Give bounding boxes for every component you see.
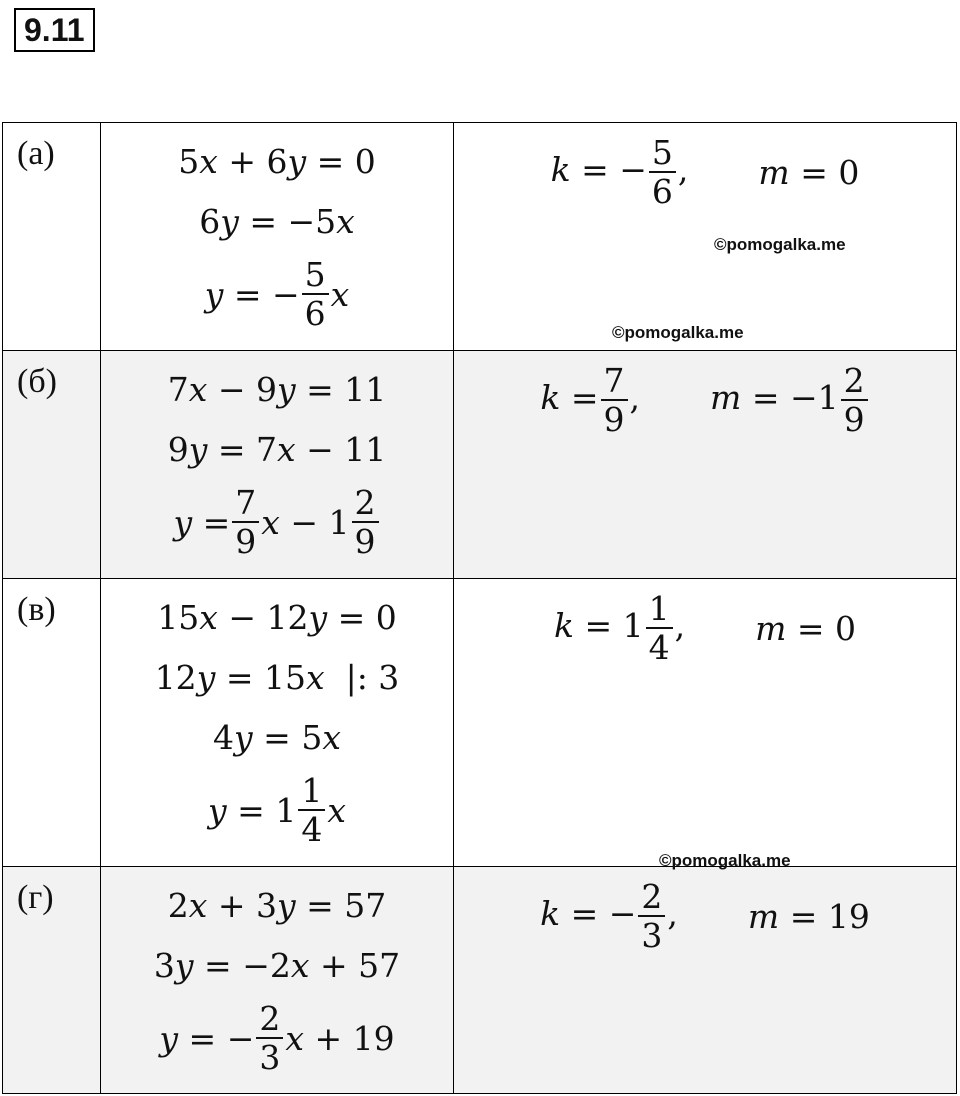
answer-cell bbox=[454, 351, 957, 579]
row-label: (б) bbox=[17, 363, 57, 400]
table-row bbox=[3, 123, 957, 351]
k-value: k = − $\frac{5}{6}$ , bbox=[550, 133, 689, 211]
m-value: m = 0 bbox=[758, 152, 860, 192]
table-row bbox=[3, 579, 957, 867]
work-cell bbox=[101, 123, 454, 351]
row-label: (г) bbox=[17, 879, 54, 916]
equation-line: 12 y = 15 x |: 3 bbox=[154, 657, 400, 697]
equation-line: 4 y = 5 x bbox=[213, 717, 341, 757]
work-cell bbox=[101, 351, 454, 579]
answer-cell bbox=[454, 579, 957, 870]
equation-line: 2 x + 3 y = 57 bbox=[167, 885, 387, 925]
k-value: k = − $\frac{2}{3}$ , bbox=[540, 877, 678, 955]
table-row bbox=[3, 351, 957, 579]
label-cell bbox=[3, 351, 101, 579]
equation-line: y = − $\frac{2}{3}$ x + 19 bbox=[159, 999, 395, 1077]
equation-line: 6 y = −5 x bbox=[199, 201, 355, 241]
task-number: 9.11 bbox=[14, 8, 95, 52]
watermark: ©pomogalka.me bbox=[714, 235, 846, 254]
label-cell bbox=[3, 123, 101, 351]
m-value: m = −1 $\frac{2}{9}$ bbox=[710, 364, 870, 436]
k-value: k = $\frac{7}{9}$ , bbox=[540, 361, 641, 439]
m-value: m = 19 bbox=[747, 896, 870, 936]
label-cell bbox=[3, 867, 101, 1094]
row-label: (а) bbox=[17, 135, 55, 172]
answer-cell bbox=[454, 123, 957, 351]
equation-line: 5 x + 6 y = 0 bbox=[178, 141, 376, 181]
row-label: (в) bbox=[17, 591, 56, 628]
equation-line: 7 x − 9 y = 11 bbox=[167, 369, 387, 409]
equation-line: y = − $\frac{5}{6}$ x bbox=[204, 255, 350, 333]
k-value: k = 1 $\frac{1}{4}$ , bbox=[553, 589, 686, 667]
watermark: ©pomogalka.me bbox=[659, 851, 791, 870]
equation-line: y = $\frac{7}{9}$ x − 1 $\frac{2}{9}$ bbox=[173, 479, 380, 565]
equation-line: 15 x − 12 y = 0 bbox=[157, 597, 397, 637]
equation-line: 9 y = 7 x − 11 bbox=[167, 429, 387, 469]
label-cell bbox=[3, 579, 101, 867]
watermark: ©pomogalka.me bbox=[612, 323, 744, 342]
equation-line: 3 y = −2 x + 57 bbox=[153, 945, 401, 985]
equation-line: y = 1 $\frac{1}{4}$ x bbox=[208, 771, 346, 849]
solution-table bbox=[2, 122, 957, 1094]
answer-cell bbox=[454, 867, 957, 1094]
m-value: m = 0 bbox=[755, 608, 857, 648]
work-cell bbox=[101, 867, 454, 1094]
work-cell bbox=[101, 579, 454, 867]
table-row bbox=[3, 867, 957, 1094]
